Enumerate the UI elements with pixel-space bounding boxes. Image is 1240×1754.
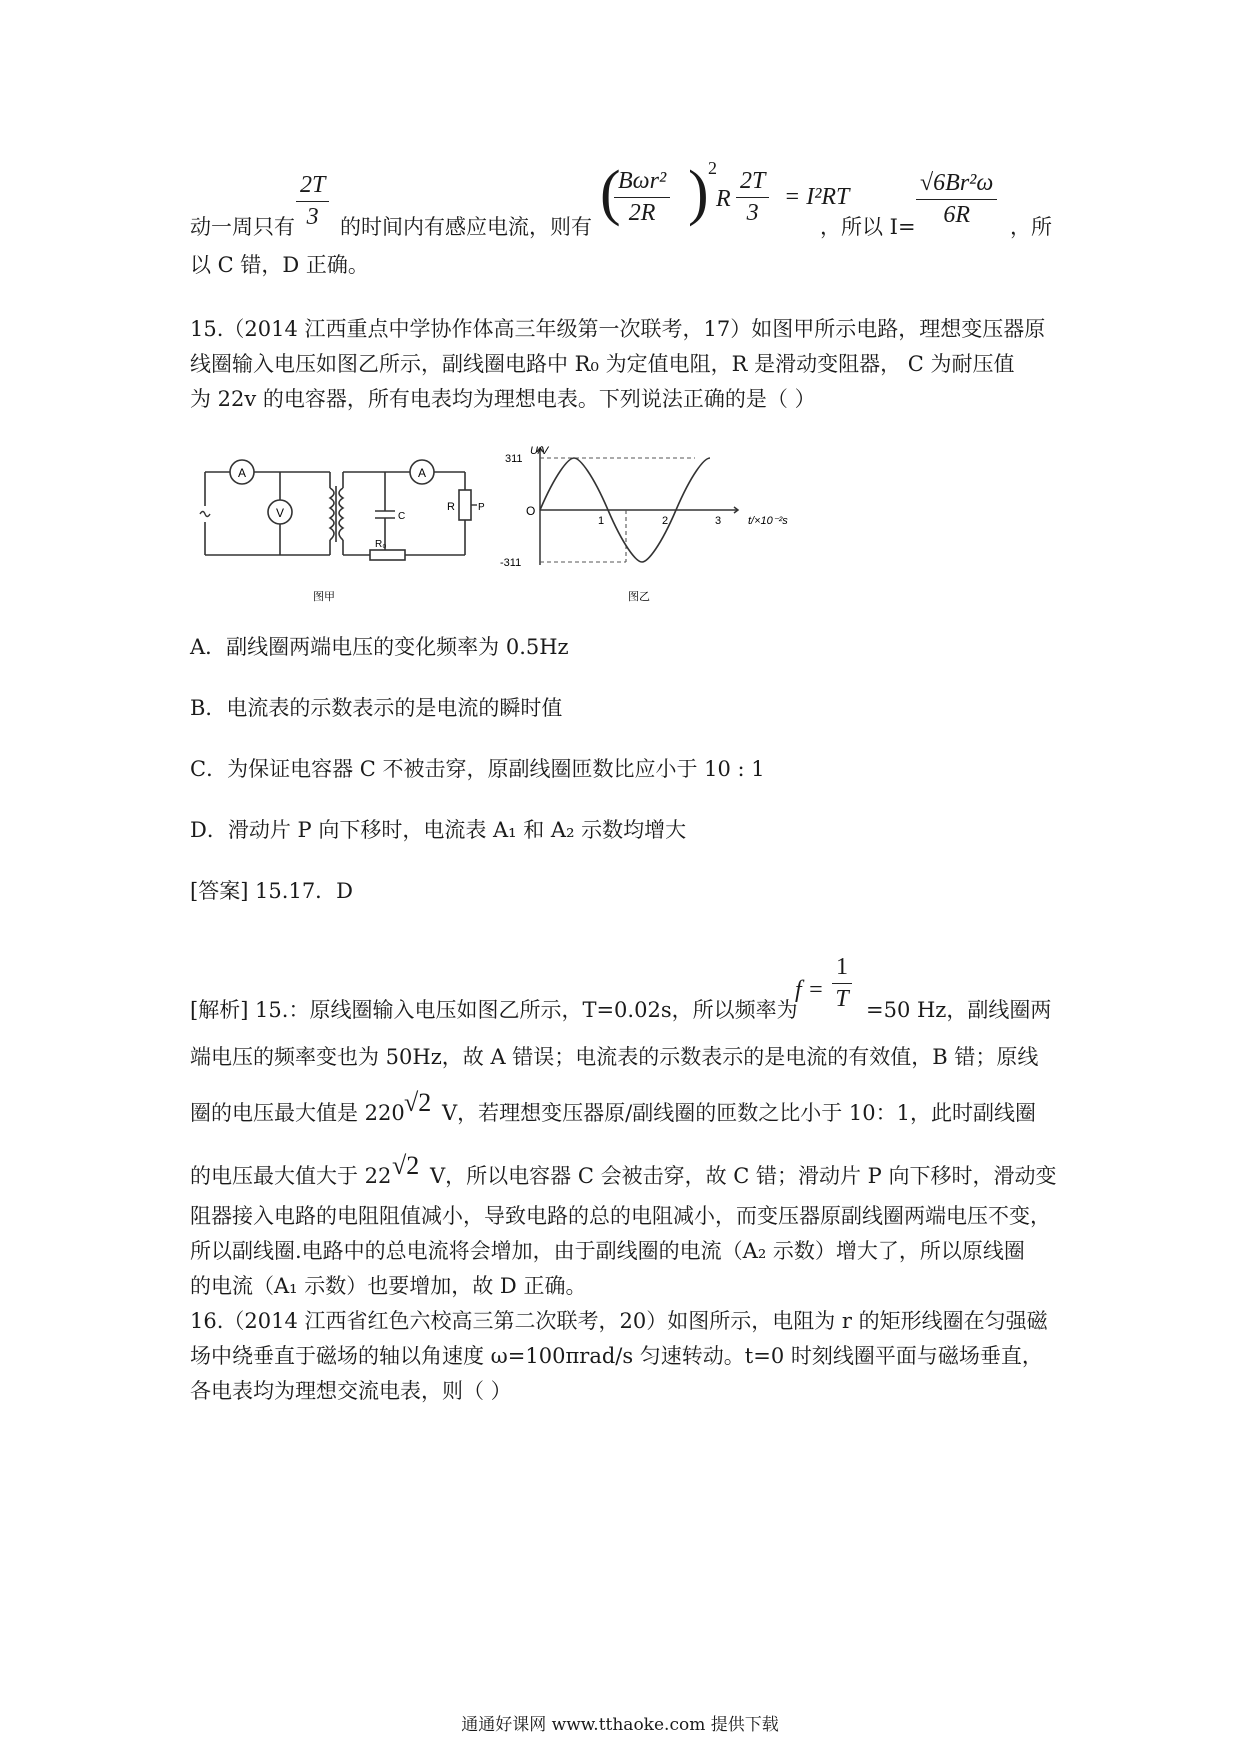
svg-text:2: 2 [662, 515, 669, 527]
text-line: ，所 [1010, 215, 1052, 239]
text-line: 动一周只有 [190, 215, 295, 239]
page-footer: 通通好课网 www.tthaoke.com 提供下载 [461, 1715, 779, 1735]
fraction-1-t: 1 T [832, 954, 852, 1013]
svg-text:O: O [526, 504, 536, 518]
svg-text:1: 1 [598, 515, 605, 527]
fraction-2t-3-eq: 2T 3 [736, 168, 769, 227]
svg-text:U/V: U/V [530, 445, 549, 457]
question-16-line: 16.（2014 江西省红色六校高三第二次联考，20）如图所示，电阻为 r 的矩形线圈在匀强磁 [190, 1309, 1048, 1333]
question-16-line: 场中绕垂直于磁场的轴以角速度 ω=100πrad/s 匀速转动。t=0 时刻线圈平面与磁场垂直， [190, 1344, 1043, 1368]
analysis-line: 圈的电压最大值是 220 [190, 1101, 405, 1125]
text-line: ，所以 I= [820, 215, 916, 239]
analysis-line: V，所以电容器 C 会被击穿，故 C 错；滑动片 P 向下移时，滑动变 [430, 1164, 1057, 1188]
svg-text:V: V [275, 506, 285, 520]
question-16-line: 各电表均为理想交流电表，则（ ） [190, 1379, 512, 1403]
question-15-line: 为 22v 的电容器，所有电表均为理想电表。下列说法正确的是（ ） [190, 387, 816, 411]
analysis-line: 阻器接入电路的电阻阻值减小，导致电路的总的电阻减小，而变压器原副线圈两端电压不变， [190, 1204, 1051, 1228]
analysis-line: 所以副线圈.电路中的总电流将会增加，由于副线圈的电流（A₂ 示数）增大了，所以原线圈 [190, 1239, 1025, 1263]
analysis-line: =50 Hz，副线圈两 [866, 998, 1052, 1022]
answer: [答案] 15.17．D [190, 879, 354, 903]
sqrt-2: √2 [392, 1151, 420, 1180]
text-line: 以 C 错，D 正确。 [190, 253, 369, 277]
analysis-line: 的电流（A₁ 示数）也要增加，故 D 正确。 [190, 1274, 587, 1298]
text-line: 的时间内有感应电流，则有 [340, 215, 592, 239]
option-a: A．副线圈两端电压的变化频率为 0.5Hz [190, 635, 569, 659]
svg-text:P: P [478, 502, 485, 513]
svg-text:图乙: 图乙 [628, 591, 650, 603]
svg-text:R₀: R₀ [375, 539, 387, 550]
svg-text:A: A [417, 466, 427, 480]
analysis-line: 的电压最大值大于 22 [190, 1164, 392, 1188]
analysis-line: [解析] 15.：原线圈输入电压如图乙所示，T=0.02s，所以频率为 [190, 998, 798, 1022]
fraction-current: √6Br²ω 6R [916, 170, 997, 229]
circuit-diagram [195, 440, 495, 610]
svg-text:C: C [398, 511, 406, 522]
svg-text:t/×10⁻²s: t/×10⁻²s [748, 515, 788, 527]
analysis-line: 端电压的频率变也为 50Hz，故 A 错误；电流表的示数表示的是电流的有效值，B 错；原线 [190, 1045, 1039, 1069]
option-d: D．滑动片 P 向下移时，电流表 A₁ 和 A₂ 示数均增大 [190, 818, 687, 842]
analysis-line: V，若理想变压器原/副线圈的匝数之比小于 10：1，此时副线圈 [442, 1101, 1036, 1125]
svg-text:A: A [237, 466, 247, 480]
svg-text:-311: -311 [500, 557, 522, 569]
svg-text:R: R [447, 501, 455, 513]
option-c: C．为保证电容器 C 不被击穿，原副线圈匝数比应小于 10 : 1 [190, 757, 765, 781]
question-15-line: 线圈输入电压如图乙所示，副线圈电路中 R₀ 为定值电阻，R 是滑动变阻器， C 为耐压值 [190, 352, 1015, 376]
fraction-bwr2-2r: Bωr² 2R [614, 168, 670, 227]
svg-text:图甲: 图甲 [313, 591, 335, 603]
question-15-line: 15.（2014 江西重点中学协作体高三年级第一次联考，17）如图甲所示电路，理想变压器原 [190, 317, 1046, 341]
svg-text:3: 3 [715, 515, 722, 527]
option-b: B．电流表的示数表示的是电流的瞬时值 [190, 696, 563, 720]
svg-text:311: 311 [505, 453, 523, 465]
sqrt-2: √2 [404, 1088, 432, 1117]
voltage-waveform-graph [500, 440, 830, 610]
fraction-2t-3: 2T 3 [296, 172, 329, 231]
